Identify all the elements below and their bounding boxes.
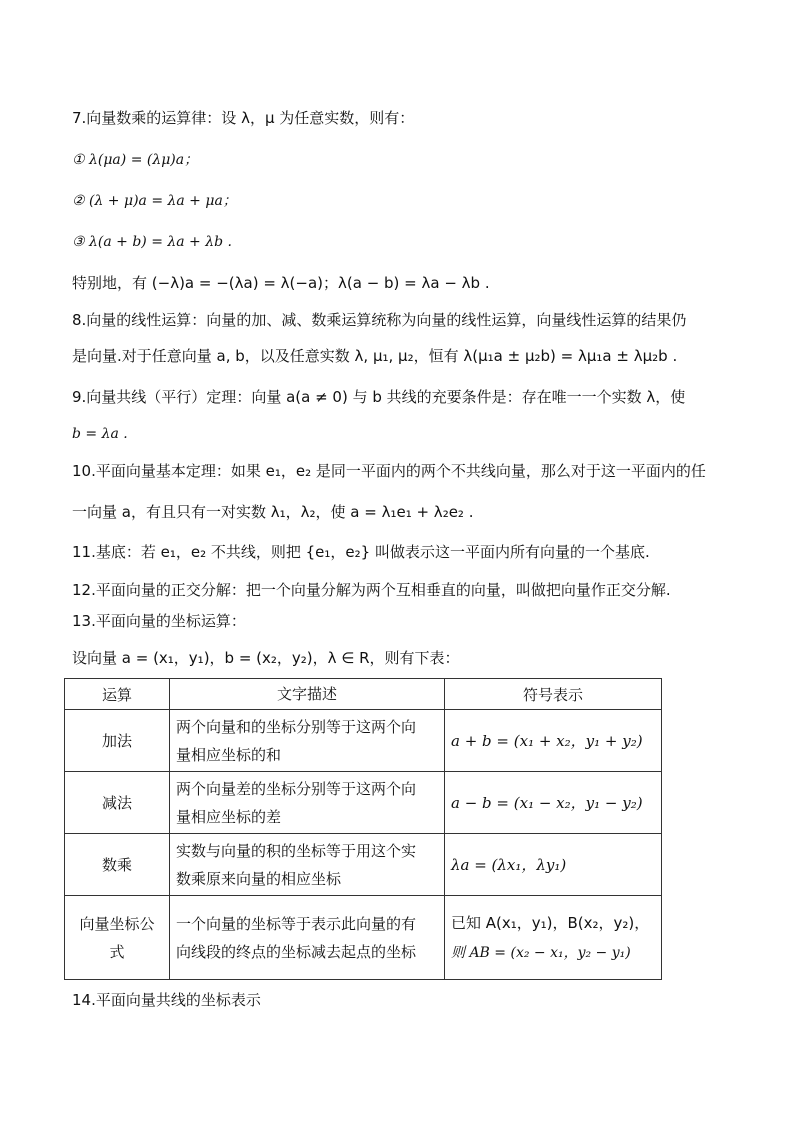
item-11: 11.基底：若 e₁，e₂ 不共线，则把 {e₁，e₂} 叫做表示这一平面内所有向量的一个基底.	[72, 543, 650, 561]
item-14-heading: 14.平面向量共线的坐标表示	[72, 991, 261, 1009]
op-line-2: 式	[109, 942, 125, 961]
desc-line-1: 一个向量的坐标等于表示此向量的有	[176, 914, 417, 933]
table-row-coordinate	[65, 896, 662, 980]
op-line-1: 向量坐标公	[79, 914, 155, 933]
table-cell-op: 减法	[65, 772, 170, 834]
table-header-op: 运算	[65, 679, 170, 710]
table-cell-desc	[170, 710, 445, 772]
table-cell-symbol	[445, 896, 662, 980]
coordinate-operations-table	[64, 678, 662, 980]
item-7-heading: 7.向量数乘的运算律：设 λ，μ 为任意实数，则有：	[72, 109, 415, 127]
table-row-subtract	[65, 772, 662, 834]
symbol-line-2: 则 AB = (x₂ − x₁，y₂ − y₁)	[451, 944, 631, 961]
desc-line-2: 量相应坐标的和	[176, 745, 282, 764]
desc-line-1: 两个向量和的坐标分别等于这两个向	[176, 717, 417, 736]
item-7-law-3: ③ λ(a + b) = λa + λb .	[72, 234, 232, 250]
table-header-desc: 文字描述	[170, 679, 445, 710]
table-cell-desc	[170, 834, 445, 896]
desc-line-1: 两个向量差的坐标分别等于这两个向	[176, 779, 417, 798]
table-row-add	[65, 710, 662, 772]
table-cell-op: 数乘	[65, 834, 170, 896]
table-header-symbol: 符号表示	[445, 679, 662, 710]
item-13-heading: 13.平面向量的坐标运算：	[72, 612, 246, 630]
item-10-line-1: 10.平面向量基本定理：如果 e₁，e₂ 是同一平面内的两个不共线向量，那么对于这一平面内的任	[72, 462, 706, 480]
desc-line-1: 实数与向量的积的坐标等于用这个实	[176, 841, 417, 860]
desc-line-2: 数乘原来向量的相应坐标	[176, 869, 342, 888]
item-13-intro: 设向量 a = (x₁，y₁)，b = (x₂，y₂)，λ ∈ R，则有下表：	[72, 649, 460, 667]
item-12: 12.平面向量的正交分解：把一个向量分解为两个互相垂直的向量，叫做把向量作正交分解.	[72, 581, 671, 599]
table-cell-desc	[170, 772, 445, 834]
table-cell-symbol: a + b = (x₁ + x₂，y₁ + y₂)	[445, 710, 662, 772]
table-cell-desc	[170, 896, 445, 980]
item-8-line-2: 是向量.对于任意向量 a, b，以及任意实数 λ, μ₁, μ₂，恒有 λ(μ₁a ± μ₂b) = λμ₁a ± λμ₂b .	[72, 347, 678, 365]
symbol-line-1: 已知 A(x₁，y₁)，B(x₂，y₂)，	[451, 913, 650, 932]
item-7-law-2: ② (λ + μ)a = λa + μa；	[72, 193, 237, 209]
item-7-special: 特别地，有 (−λ)a = −(λa) = λ(−a)；λ(a − b) = λa − λb .	[72, 274, 490, 292]
item-10-line-2: 一向量 a，有且只有一对实数 λ₁，λ₂，使 a = λ₁e₁ + λ₂e₂ .	[72, 503, 474, 521]
item-9-line-2: b = λa .	[72, 426, 128, 442]
desc-line-2: 量相应坐标的差	[176, 807, 282, 826]
table-row-scalar	[65, 834, 662, 896]
item-9-line-1: 9.向量共线（平行）定理：向量 a(a ≠ 0) 与 b 共线的充要条件是：存在唯一一个实数 λ，使	[72, 388, 686, 406]
table-cell-op: 加法	[65, 710, 170, 772]
desc-line-2: 向线段的终点的坐标减去起点的坐标	[176, 942, 417, 961]
table-cell-symbol: a − b = (x₁ − x₂，y₁ − y₂)	[445, 772, 662, 834]
table-cell-op	[65, 896, 170, 980]
item-8-line-1: 8.向量的线性运算：向量的加、减、数乘运算统称为向量的线性运算，向量线性运算的结果仍	[72, 311, 687, 329]
table-cell-symbol: λa = (λx₁，λy₁)	[445, 834, 662, 896]
item-7-law-1: ① λ(μa) = (λμ)a；	[72, 152, 199, 168]
